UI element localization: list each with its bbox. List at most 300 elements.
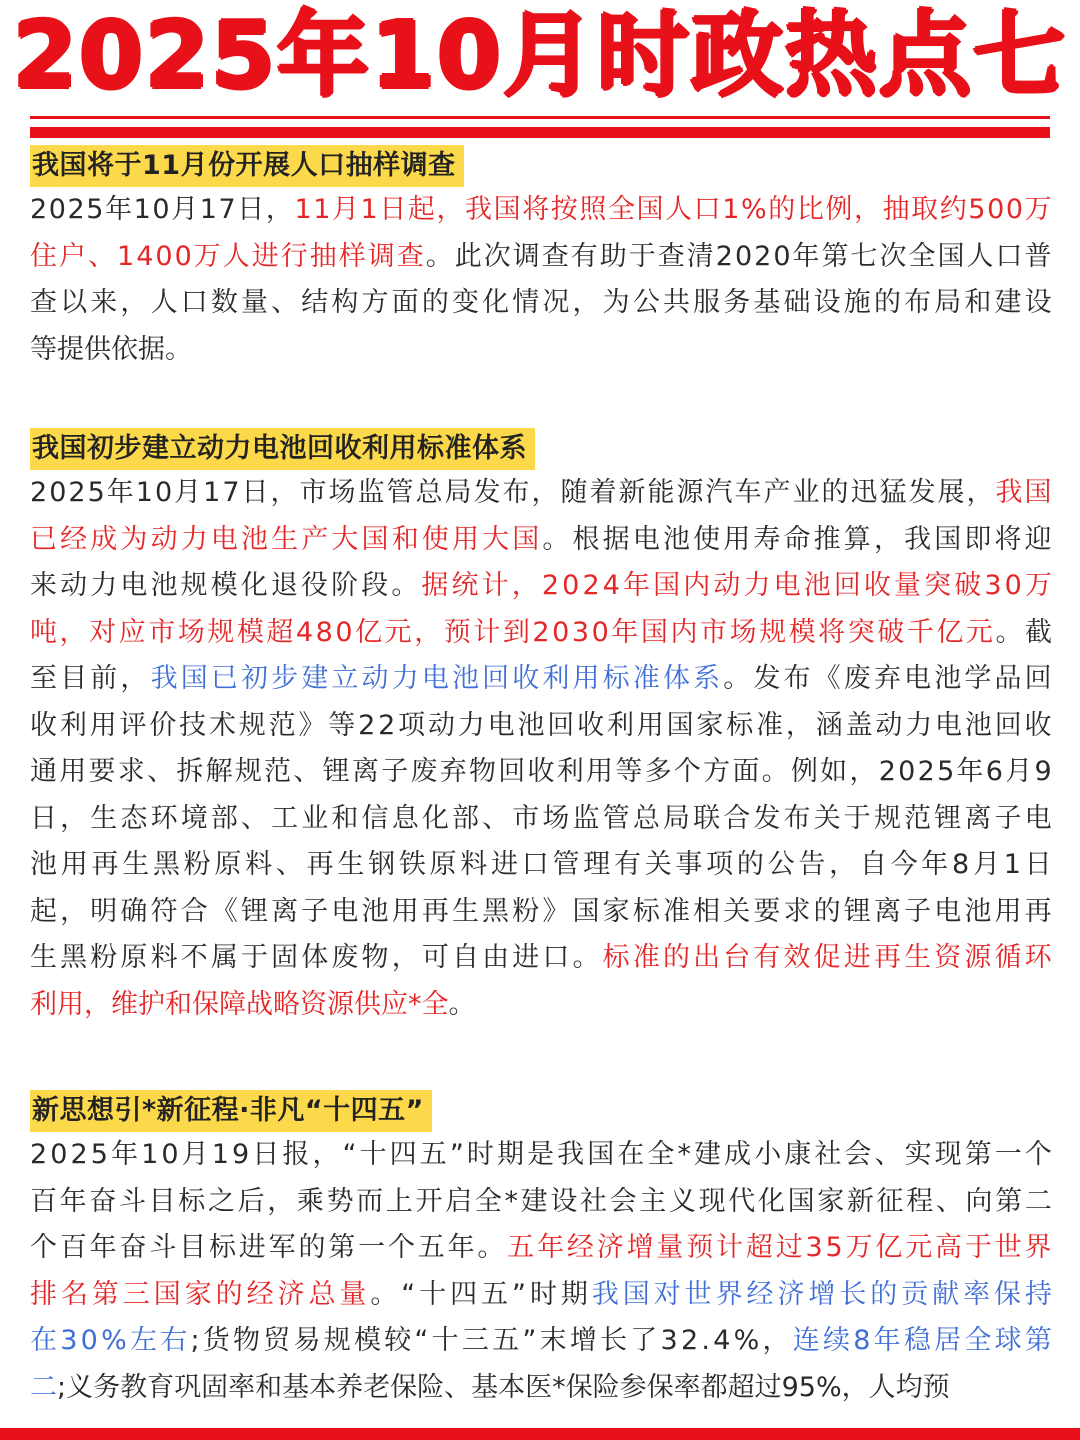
body-text: 1 bbox=[203, 477, 221, 508]
body-text: “ bbox=[401, 1278, 416, 1310]
highlight-blue-text: 8 bbox=[853, 1325, 871, 1356]
highlight-red-text: ， bbox=[414, 616, 442, 648]
body-text: 方 bbox=[361, 287, 389, 318]
body-text: 的 bbox=[821, 477, 849, 508]
body-text: 管 bbox=[602, 802, 630, 834]
highlight-blue-text: 收 bbox=[512, 663, 540, 694]
body-text: 以 bbox=[60, 287, 88, 318]
body-text: 。 bbox=[995, 616, 1023, 648]
highlight-red-text: 1 bbox=[117, 240, 135, 272]
section-heading: 我国初步建立动力电池回收利用标准体系 bbox=[30, 428, 535, 470]
body-text: 国 bbox=[934, 523, 962, 555]
highlight-red-text: 0 bbox=[155, 240, 173, 272]
body-text: 日 bbox=[241, 477, 269, 508]
body-text: 上 bbox=[385, 1185, 413, 1217]
body-text: 第 bbox=[328, 1232, 356, 1263]
body-text: 全 bbox=[474, 1185, 502, 1217]
body-text: 开 bbox=[415, 1185, 443, 1217]
body-text: 8 bbox=[952, 849, 970, 880]
body-text: 废 bbox=[331, 942, 359, 973]
body-text: 国 bbox=[787, 1185, 815, 1217]
body-text: 利 bbox=[556, 756, 584, 787]
body-text: 第 bbox=[964, 1139, 992, 1170]
body-text: 钢 bbox=[368, 849, 396, 880]
body-text: 用 bbox=[586, 756, 614, 787]
body-text: 五 bbox=[492, 1325, 520, 1356]
body-text: 超 bbox=[727, 1371, 755, 1403]
body-text: 》 bbox=[298, 709, 326, 741]
highlight-red-text: 口 bbox=[693, 194, 721, 225]
body-text: 项 bbox=[706, 849, 734, 880]
highlight-red-text: 2 bbox=[582, 570, 600, 601]
body-text: 是 bbox=[527, 1139, 555, 1170]
body-text: 5 bbox=[798, 1371, 816, 1403]
body-text: 。 bbox=[448, 988, 476, 1020]
body-text: 四 bbox=[389, 1139, 417, 1170]
highlight-blue-text: 3 bbox=[60, 1325, 78, 1356]
highlight-red-text: 模 bbox=[236, 616, 264, 648]
body-text: 为 bbox=[602, 287, 630, 318]
highlight-red-text: 用 bbox=[451, 523, 479, 555]
highlight-red-text: 突 bbox=[924, 570, 952, 601]
highlight-blue-text: 利 bbox=[542, 663, 570, 694]
body-text: 2 bbox=[30, 194, 48, 225]
body-text: 规 bbox=[238, 709, 266, 741]
body-text: ， bbox=[267, 1185, 295, 1217]
highlight-red-text: 促 bbox=[813, 942, 841, 973]
body-text: 率 bbox=[673, 1371, 701, 1403]
body-text: 会 bbox=[844, 1139, 872, 1170]
highlight-blue-text: 立 bbox=[331, 663, 359, 694]
body-text: 展 bbox=[937, 477, 965, 508]
highlight-red-text: 济 bbox=[596, 1232, 624, 1263]
highlight-red-text: 住 bbox=[30, 240, 57, 272]
body-text: 查 bbox=[30, 287, 57, 318]
body-text: “ bbox=[414, 1325, 429, 1356]
highlight-red-text: 超 bbox=[266, 616, 294, 648]
body-text: * bbox=[677, 1139, 691, 1170]
body-text: 拆 bbox=[176, 756, 204, 787]
body-text: 、 bbox=[444, 1371, 472, 1403]
body-text: 等 bbox=[328, 709, 356, 741]
body-text: 固 bbox=[201, 1371, 229, 1403]
highlight-red-text: ， bbox=[853, 194, 881, 225]
body-text: 查 bbox=[657, 240, 685, 272]
body-text: 2 bbox=[30, 477, 48, 508]
section-battery-recycling bbox=[30, 428, 1052, 1028]
body-text: 会 bbox=[609, 1185, 637, 1217]
highlight-red-text: 用 bbox=[57, 988, 84, 1020]
body-text: 生 bbox=[122, 849, 150, 880]
body-text: 告 bbox=[798, 849, 826, 880]
body-text: 年 bbox=[921, 849, 949, 880]
body-text: 池 bbox=[934, 663, 962, 694]
highlight-red-text: 将 bbox=[522, 194, 550, 225]
highlight-red-text: 池 bbox=[240, 523, 268, 555]
body-text: 子 bbox=[994, 802, 1022, 834]
body-text: 用 bbox=[391, 895, 419, 927]
body-text: 变 bbox=[451, 287, 479, 318]
body-text: 5 bbox=[86, 194, 104, 225]
body-text: 部 bbox=[451, 802, 479, 834]
paragraph-line bbox=[30, 1132, 1052, 1179]
body-text: 起 bbox=[30, 895, 57, 927]
body-text: 量 bbox=[240, 287, 268, 318]
body-text: 国 bbox=[587, 1139, 615, 1170]
body-text: 1 bbox=[199, 194, 217, 225]
highlight-blue-text: 二 bbox=[30, 1371, 57, 1403]
body-text: 年 bbox=[106, 477, 134, 508]
body-text: 此 bbox=[454, 240, 482, 272]
highlight-red-text: 3 bbox=[984, 570, 1002, 601]
highlight-red-text: 0 bbox=[335, 616, 353, 648]
body-text: 口 bbox=[995, 240, 1023, 272]
highlight-blue-text: 国 bbox=[622, 1278, 650, 1310]
body-text: 务 bbox=[723, 287, 751, 318]
body-text: 局 bbox=[444, 477, 472, 508]
body-text: 物 bbox=[468, 756, 496, 787]
body-text: 4 bbox=[713, 1325, 731, 1356]
body-text: 黑 bbox=[60, 942, 88, 973]
body-text: 日 bbox=[237, 194, 265, 225]
body-text: 国 bbox=[937, 240, 965, 272]
highlight-red-text: 按 bbox=[550, 194, 578, 225]
body-text: 原 bbox=[429, 849, 457, 880]
body-text: 源 bbox=[676, 477, 704, 508]
body-text: 参 bbox=[619, 1371, 647, 1403]
section-body bbox=[30, 470, 1052, 1028]
body-text: 老 bbox=[363, 1371, 391, 1403]
bottom-border bbox=[0, 1428, 1080, 1440]
body-text: 、 bbox=[147, 756, 175, 787]
body-text: . bbox=[701, 1325, 710, 1356]
body-text: 化 bbox=[482, 287, 510, 318]
highlight-red-text: 1 bbox=[360, 194, 378, 225]
body-text: 目 bbox=[60, 663, 88, 694]
paragraph-line bbox=[30, 517, 1052, 564]
highlight-red-text: 到 bbox=[502, 616, 530, 648]
highlight-red-text: 0 bbox=[562, 570, 580, 601]
body-text: 锂 bbox=[322, 756, 350, 787]
body-text: 育 bbox=[147, 1371, 175, 1403]
highlight-red-text: 我 bbox=[465, 194, 493, 225]
body-text: 过 bbox=[754, 1371, 782, 1403]
highlight-red-text: 国 bbox=[653, 570, 681, 601]
body-text: * bbox=[504, 1185, 518, 1217]
body-text: 2 bbox=[70, 1139, 88, 1170]
highlight-blue-text: 年 bbox=[873, 1325, 901, 1356]
body-text: 信 bbox=[361, 802, 389, 834]
highlight-red-text: 国 bbox=[153, 1278, 181, 1310]
highlight-red-text: % bbox=[741, 194, 767, 225]
highlight-red-text: 排 bbox=[30, 1278, 57, 1310]
body-text: 时 bbox=[529, 1278, 557, 1310]
highlight-red-text: 统 bbox=[451, 570, 479, 601]
body-text: 电 bbox=[632, 523, 660, 555]
highlight-blue-text: 初 bbox=[240, 663, 268, 694]
highlight-red-text: 已 bbox=[30, 523, 57, 555]
body-text: 池 bbox=[30, 849, 57, 880]
body-text: 部 bbox=[210, 802, 238, 834]
body-text: 2 bbox=[680, 1325, 699, 1356]
highlight-red-text: 预 bbox=[443, 616, 471, 648]
body-text: 情 bbox=[512, 287, 540, 318]
body-text: 十 bbox=[431, 1325, 459, 1356]
body-text: 后 bbox=[237, 1185, 265, 1217]
highlight-red-text: 家 bbox=[184, 1278, 212, 1310]
body-text: ” bbox=[449, 1139, 464, 1170]
body-text: 保 bbox=[390, 1371, 418, 1403]
body-text: 次 bbox=[483, 240, 511, 272]
body-text: 年 bbox=[956, 756, 984, 787]
body-text: 。 bbox=[477, 1232, 505, 1263]
highlight-red-text: 界 bbox=[1024, 1232, 1052, 1263]
body-text: 料 bbox=[150, 942, 178, 973]
body-text: 关 bbox=[723, 895, 751, 927]
body-text: 我 bbox=[904, 523, 932, 555]
highlight-red-text: 量 bbox=[656, 1232, 684, 1263]
body-text: 标 bbox=[178, 1185, 206, 1217]
highlight-red-text: 破 bbox=[877, 616, 905, 648]
highlight-blue-text: 用 bbox=[572, 663, 600, 694]
body-text: 、 bbox=[293, 756, 321, 787]
body-text: 斗 bbox=[149, 1232, 177, 1263]
body-text: 。 bbox=[370, 1278, 398, 1310]
highlight-blue-text: % bbox=[101, 1325, 127, 1356]
body-text: 市 bbox=[512, 802, 540, 834]
highlight-red-text: 万 bbox=[1024, 570, 1052, 601]
highlight-blue-text: 对 bbox=[653, 1278, 681, 1310]
body-text: 二 bbox=[1024, 1185, 1052, 1217]
highlight-red-text: 动 bbox=[150, 523, 178, 555]
highlight-red-text: 经 bbox=[60, 523, 88, 555]
highlight-red-text: 将 bbox=[818, 616, 846, 648]
body-text: 家 bbox=[602, 895, 630, 927]
body-text: 发 bbox=[908, 477, 936, 508]
body-text: 年 bbox=[447, 1232, 475, 1263]
body-text: 和 bbox=[255, 1371, 283, 1403]
highlight-red-text: 年 bbox=[623, 570, 651, 601]
highlight-red-text: 破 bbox=[954, 570, 982, 601]
highlight-red-text: 0 bbox=[552, 616, 570, 648]
body-text: 本 bbox=[309, 1371, 337, 1403]
body-text: 进 bbox=[238, 1232, 266, 1263]
body-text: 池 bbox=[150, 570, 178, 601]
body-text: 产 bbox=[763, 477, 791, 508]
body-text: 废 bbox=[843, 663, 871, 694]
highlight-red-text: 我 bbox=[995, 477, 1023, 508]
body-text: 车 bbox=[734, 477, 762, 508]
highlight-red-text: 资 bbox=[934, 942, 962, 973]
highlight-blue-text: 我 bbox=[591, 1278, 619, 1310]
body-text: 场 bbox=[328, 477, 356, 508]
body-text: 建 bbox=[694, 1139, 722, 1170]
body-text: 军 bbox=[268, 1232, 296, 1263]
body-text: 自 bbox=[859, 849, 887, 880]
body-text: 基 bbox=[471, 1371, 499, 1403]
body-text: 现 bbox=[934, 1139, 962, 1170]
highlight-blue-text: 稳 bbox=[903, 1325, 931, 1356]
highlight-blue-text: 的 bbox=[870, 1278, 898, 1310]
highlight-blue-text: 建 bbox=[301, 663, 329, 694]
highlight-blue-text: 体 bbox=[662, 663, 690, 694]
body-text: 百 bbox=[30, 1185, 57, 1217]
body-text: 通 bbox=[30, 756, 57, 787]
body-text: 弃 bbox=[439, 756, 467, 787]
body-text: ， bbox=[60, 802, 88, 834]
body-text: 助 bbox=[599, 240, 627, 272]
body-text: 锂 bbox=[843, 895, 871, 927]
body-text: 础 bbox=[783, 287, 811, 318]
body-text: 解 bbox=[205, 756, 233, 787]
highlight-red-text: 约 bbox=[939, 194, 967, 225]
body-text: 粉 bbox=[90, 942, 118, 973]
body-text: 第 bbox=[821, 240, 849, 272]
body-text: 规 bbox=[873, 802, 901, 834]
body-text: 月 bbox=[171, 194, 199, 225]
body-text: 准 bbox=[662, 895, 690, 927]
body-text: 至 bbox=[30, 663, 57, 694]
body-text: 基 bbox=[753, 287, 781, 318]
paragraph-line bbox=[30, 610, 1052, 657]
body-text: 而 bbox=[356, 1185, 384, 1217]
body-text: 生 bbox=[451, 895, 479, 927]
body-text: 理 bbox=[583, 849, 611, 880]
body-text: 斗 bbox=[118, 1185, 146, 1217]
body-text: 公 bbox=[767, 849, 795, 880]
highlight-red-text: 4 bbox=[136, 240, 154, 272]
body-text: 9 bbox=[232, 1139, 250, 1170]
body-text: 子 bbox=[904, 895, 932, 927]
body-text: 9 bbox=[1034, 756, 1052, 787]
highlight-red-text: 元 bbox=[905, 1232, 933, 1263]
body-text: 日 bbox=[30, 802, 57, 834]
body-text: 于 bbox=[628, 240, 656, 272]
highlight-red-text: 障 bbox=[219, 988, 246, 1020]
highlight-blue-text: 国 bbox=[180, 663, 208, 694]
highlight-red-text: 查 bbox=[396, 240, 424, 272]
body-text: 0 bbox=[48, 194, 66, 225]
highlight-red-text: 大 bbox=[331, 523, 359, 555]
body-text: 锂 bbox=[240, 895, 268, 927]
body-text: 态 bbox=[120, 802, 148, 834]
paragraph-line bbox=[30, 563, 1052, 610]
highlight-blue-text: 标 bbox=[602, 663, 630, 694]
body-text: 保 bbox=[646, 1371, 674, 1403]
body-text: 发 bbox=[753, 663, 781, 694]
highlight-red-text: 过 bbox=[775, 1232, 803, 1263]
body-text: 义 bbox=[66, 1371, 94, 1403]
paragraph-line bbox=[30, 749, 1052, 796]
body-text: 《 bbox=[813, 663, 841, 694]
body-text: 新 bbox=[618, 477, 646, 508]
body-text: 动 bbox=[427, 709, 455, 741]
highlight-red-text: 4 bbox=[602, 570, 620, 601]
body-text: 于 bbox=[843, 802, 871, 834]
highlight-red-text: 市 bbox=[148, 616, 176, 648]
body-text: 段 bbox=[361, 570, 389, 601]
body-text: 来 bbox=[30, 570, 57, 601]
body-text: 基 bbox=[282, 1371, 310, 1403]
body-text: 年 bbox=[111, 1139, 139, 1170]
body-text: 结 bbox=[301, 287, 329, 318]
body-text: 均 bbox=[895, 1371, 923, 1403]
body-text: 期 bbox=[560, 1278, 588, 1310]
highlight-red-text: 环 bbox=[1024, 942, 1052, 973]
body-text: ， bbox=[120, 663, 148, 694]
highlight-blue-text: 率 bbox=[963, 1278, 991, 1310]
body-text: 我 bbox=[557, 1139, 585, 1170]
highlight-red-text: 场 bbox=[729, 616, 757, 648]
body-text: ， bbox=[312, 1139, 340, 1170]
body-text: 2 bbox=[378, 709, 396, 741]
highlight-red-text: 维 bbox=[111, 988, 138, 1020]
body-text: ; bbox=[190, 1325, 200, 1356]
body-text: 和 bbox=[331, 802, 359, 834]
body-text: 个 bbox=[30, 1232, 57, 1263]
highlight-red-text: 动 bbox=[713, 570, 741, 601]
body-text: 七 bbox=[850, 240, 878, 272]
highlight-red-text: 照 bbox=[579, 194, 607, 225]
body-text: 原 bbox=[214, 849, 242, 880]
highlight-red-text: 国 bbox=[512, 523, 540, 555]
highlight-blue-text: 我 bbox=[150, 663, 178, 694]
highlight-red-text: 规 bbox=[207, 616, 235, 648]
highlight-red-text: 增 bbox=[626, 1232, 654, 1263]
body-text: 施 bbox=[843, 287, 871, 318]
body-text: 用 bbox=[89, 709, 117, 741]
body-text: 医 bbox=[525, 1371, 553, 1403]
body-text: 的 bbox=[736, 849, 764, 880]
body-text: 迎 bbox=[1024, 523, 1052, 555]
paragraph-line bbox=[30, 327, 1052, 374]
body-text: 小 bbox=[754, 1139, 782, 1170]
highlight-blue-text: 增 bbox=[808, 1278, 836, 1310]
paragraph-line bbox=[30, 234, 1052, 281]
highlight-red-text: 国 bbox=[1024, 477, 1052, 508]
body-text: 例 bbox=[790, 756, 818, 787]
body-text: 险 bbox=[417, 1371, 445, 1403]
body-text: 布 bbox=[783, 663, 811, 694]
body-text: 标 bbox=[208, 1232, 236, 1263]
body-text: ， bbox=[120, 287, 148, 318]
highlight-red-text: 名 bbox=[60, 1278, 88, 1310]
body-text: 次 bbox=[879, 240, 907, 272]
body-text: 学 bbox=[964, 663, 992, 694]
body-text: 子 bbox=[381, 756, 409, 787]
body-text: 个 bbox=[673, 756, 701, 787]
body-text: 率 bbox=[228, 1371, 256, 1403]
body-text: 养 bbox=[336, 1371, 364, 1403]
body-text: 项 bbox=[398, 709, 426, 741]
body-text: 离 bbox=[964, 802, 992, 834]
body-text: 电 bbox=[935, 709, 963, 741]
highlight-red-text: 台 bbox=[723, 942, 751, 973]
body-text: 寿 bbox=[753, 523, 781, 555]
body-text: 使 bbox=[693, 523, 721, 555]
body-text: 标 bbox=[632, 895, 660, 927]
highlight-red-text: 量 bbox=[339, 1278, 367, 1310]
body-text: 2 bbox=[917, 756, 935, 787]
highlight-red-text: 计 bbox=[481, 570, 509, 601]
body-text: 1 bbox=[135, 477, 153, 508]
body-text: 、 bbox=[874, 1139, 902, 1170]
body-text: 即 bbox=[964, 523, 992, 555]
body-text: 易 bbox=[293, 1325, 321, 1356]
body-text: 。 bbox=[391, 570, 419, 601]
highlight-red-text: 和 bbox=[165, 988, 192, 1020]
body-text: 百 bbox=[59, 1232, 87, 1263]
